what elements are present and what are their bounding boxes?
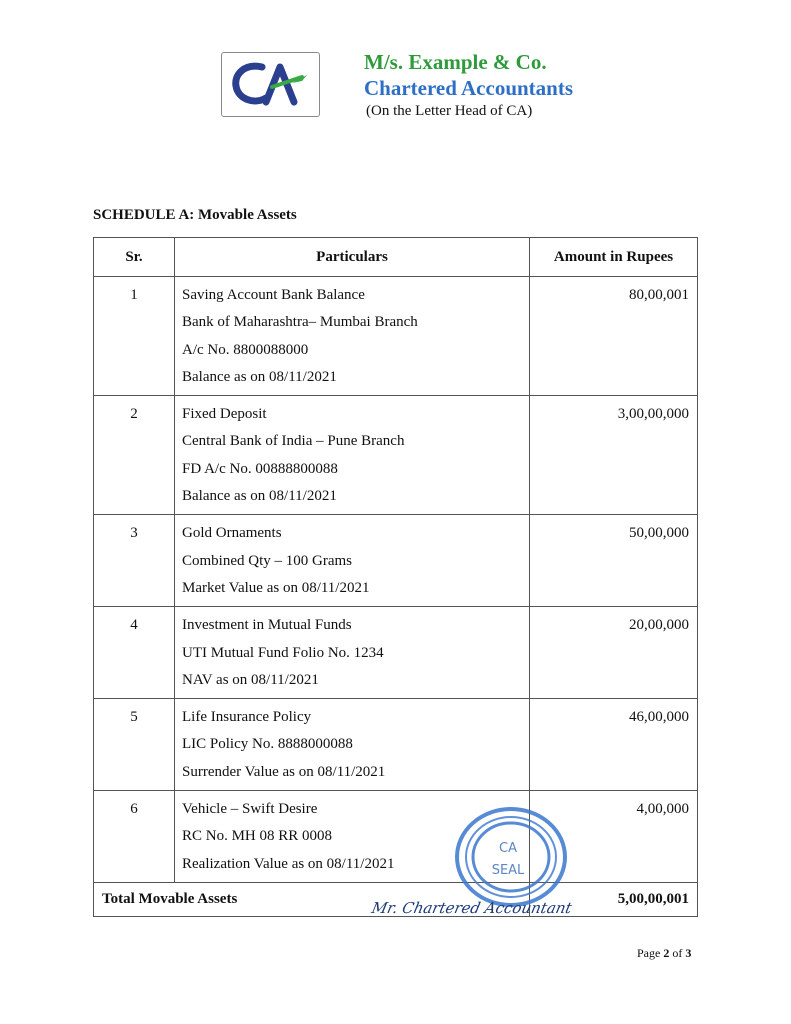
row-particulars — [175, 277, 530, 396]
row-sr: 4 — [94, 607, 175, 699]
particulars-line: Investment in Mutual Funds — [182, 617, 352, 634]
total-amount: 5,00,00,001 — [530, 882, 698, 916]
row-amount: 4,00,000 — [530, 791, 698, 883]
schedule-title: SCHEDULE A: Movable Assets — [93, 207, 297, 223]
table-row — [94, 277, 698, 396]
ca-signature: Mr. Chartered Accountant — [370, 899, 574, 917]
row-sr: 1 — [94, 277, 175, 396]
row-sr: 5 — [94, 699, 175, 791]
row-particulars — [175, 515, 530, 607]
particulars-line: Saving Account Bank Balance — [182, 287, 365, 303]
page-of: of — [672, 946, 683, 960]
seal-line-ca: CA — [499, 841, 517, 856]
particulars-line: Combined Qty – 100 Grams — [182, 552, 352, 569]
column-header-sr: Sr. — [94, 238, 175, 277]
table-row — [94, 396, 698, 515]
particulars-line: Balance as on 08/11/2021 — [182, 488, 337, 505]
row-particulars — [175, 699, 530, 791]
row-amount: 80,00,001 — [530, 277, 698, 396]
particulars-line: Market Value as on 08/11/2021 — [182, 579, 370, 596]
page-number — [637, 946, 691, 961]
row-particulars — [175, 396, 530, 515]
table-row — [94, 607, 698, 699]
seal-line-seal: SEAL — [491, 863, 525, 878]
row-particulars — [175, 607, 530, 699]
particulars-line: A/c No. 8800088000 — [182, 341, 309, 358]
ca-logo — [221, 52, 320, 117]
particulars-line: LIC Policy No. 8888000088 — [182, 736, 353, 753]
particulars-line: Fixed Deposit — [182, 406, 267, 423]
particulars-line: FD A/c No. 00888800088 — [182, 460, 338, 477]
total-label: Total Movable Assets — [94, 882, 530, 916]
table-row — [94, 791, 698, 883]
row-particulars — [175, 791, 530, 883]
table-row — [94, 699, 698, 791]
table-row — [94, 515, 698, 607]
column-header-particulars: Particulars — [175, 238, 530, 277]
particulars-line: Vehicle – Swift Desire — [182, 801, 318, 818]
particulars-line: Bank of Maharashtra– Mumbai Branch — [182, 314, 418, 331]
table-header-row — [94, 238, 698, 277]
particulars-line: Balance as on 08/11/2021 — [182, 368, 337, 385]
particulars-line: RC No. MH 08 RR 0008 — [182, 828, 333, 845]
row-amount: 20,00,000 — [530, 607, 698, 699]
particulars-line: Central Bank of India – Pune Branch — [182, 433, 405, 450]
particulars-line: UTI Mutual Fund Folio No. 1234 — [182, 644, 384, 661]
particulars-line: Gold Ornaments — [182, 525, 282, 542]
row-amount: 50,00,000 — [530, 515, 698, 607]
row-amount: 3,00,00,000 — [530, 396, 698, 515]
particulars-line: NAV as on 08/11/2021 — [182, 671, 319, 688]
particulars-line: Life Insurance Policy — [182, 709, 312, 726]
particulars-line: Realization Value as on 08/11/2021 — [182, 855, 395, 872]
row-amount: 46,00,000 — [530, 699, 698, 791]
row-sr: 6 — [94, 791, 175, 883]
column-header-amount: Amount in Rupees — [530, 238, 698, 277]
page-label: Page — [637, 946, 661, 960]
row-sr: 2 — [94, 396, 175, 515]
firm-subtitle: Chartered Accountants — [364, 76, 574, 100]
assets-table — [93, 237, 698, 917]
page-total: 3 — [685, 946, 692, 960]
row-sr: 3 — [94, 515, 175, 607]
firm-name: M/s. Example & Co. — [364, 50, 547, 74]
letterhead-note: (On the Letter Head of CA) — [366, 103, 533, 119]
particulars-line: Surrender Value as on 08/11/2021 — [182, 763, 386, 780]
page-current: 2 — [663, 946, 670, 960]
